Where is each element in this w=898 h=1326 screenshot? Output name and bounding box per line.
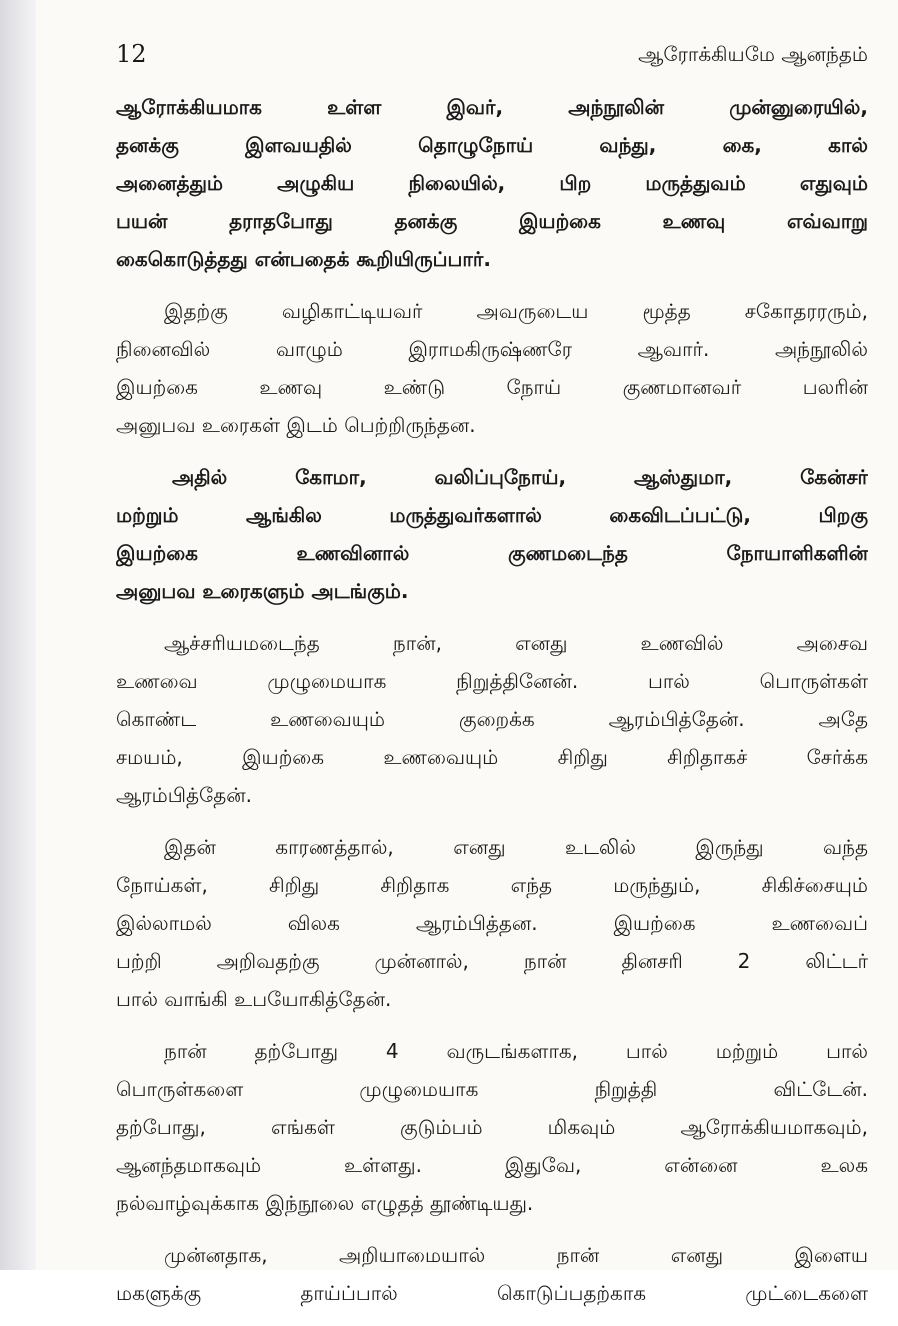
text-line: ஆச்சரியமடைந்த நான், எனது உணவில் அசைவ [164,631,868,655]
text-line: இதற்கு வழிகாட்டியவர் அவருடைய மூத்த சகோதரரரும், [164,299,868,323]
paragraph-5 [116,828,868,1018]
text-line: சமயம், இயற்கை உணவையும் சிறிது சிறிதாகச் சேர்க்க [116,745,868,769]
text-line: இல்லாமல் விலக ஆரம்பித்தன. இயற்கை உணவைப் [116,911,868,935]
text-line: பற்றி அறிவதற்கு முன்னால், நான் தினசரி 2 லிட்டர் [116,949,868,973]
text-line: நோய்கள், சிறிது சிறிதாக எந்த மருந்தும், சிகிச்சையும் [116,873,868,897]
text-line: அனுபவ உரைகள் இடம் பெற்றிருந்தன. [116,413,476,437]
text-line: ஆரோக்கியமாக உள்ள இவர், அந்நூலின் முன்னுரையில், [116,95,868,119]
text-line: பொருள்களை முழுமையாக நிறுத்தி விட்டேன். [116,1077,868,1101]
text-line: பால் வாங்கி உபயோகித்தேன். [116,987,392,1011]
paragraph-6 [116,1032,868,1222]
paragraph-7 [116,1236,868,1312]
paragraph-1 [116,88,868,278]
text-line: அதில் கோமா, வலிப்புநோய், ஆஸ்துமா, கேன்சர் [172,465,868,489]
text-line: நல்வாழ்வுக்காக இந்நூலை எழுதத் தூண்டியது. [116,1191,534,1215]
text-line: முன்னதாக, அறியாமையால் நான் எனது இளைய [164,1243,868,1267]
page-edge-binding [0,0,36,1270]
text-line: ஆனந்தமாகவும் உள்ளது. இதுவே, என்னை உலக [116,1153,868,1177]
text-line: தனக்கு இளவயதில் தொழுநோய் வந்து, கை, கால் [116,133,868,157]
page-header [116,36,868,76]
text-line: இயற்கை உணவு உண்டு நோய் குணமானவர் பலரின் [116,375,868,399]
text-line: அனைத்தும் அழுகிய நிலையில், பிற மருத்துவம் எதுவும் [116,171,868,195]
paragraph-2 [116,292,868,444]
text-line: கொண்ட உணவையும் குறைக்க ஆரம்பித்தேன். அதே [116,707,868,731]
page-number: 12 [116,40,147,68]
text-line: அனுபவ உரைகளும் அடங்கும். [116,579,409,603]
text-line: மற்றும் ஆங்கில மருத்துவர்களால் கைவிடப்பட்டு, பிறகு [116,503,868,527]
paragraph-3 [116,458,868,610]
text-line: நான் தற்போது 4 வருடங்களாக, பால் மற்றும் பால் [164,1039,868,1063]
text-line: உணவை முழுமையாக நிறுத்தினேன். பால் பொருள்கள் [116,669,868,693]
text-line: நினைவில் வாழும் இராமகிருஷ்ணரே ஆவார். அந்நூலில் [116,337,868,361]
text-line: இயற்கை உணவினால் குணமடைந்த நோயாளிகளின் [116,541,868,565]
running-title: ஆரோக்கியமே ஆனந்தம் [638,42,868,66]
text-line: ஆரம்பித்தேன். [116,783,252,807]
text-line: இதன் காரணத்தால், எனது உடலில் இருந்து வந்த [164,835,868,859]
text-line: தற்போது, எங்கள் குடும்பம் மிகவும் ஆரோக்கியமாகவும், [116,1115,868,1139]
text-line: பயன் தராதபோது தனக்கு இயற்கை உணவு எவ்வாறு [116,209,868,233]
text-line: கைகொடுத்தது என்பதைக் கூறியிருப்பார். [116,247,491,271]
text-line: மகளுக்கு தாய்ப்பால் கொடுப்பதற்காக முட்டைகளை [116,1281,868,1305]
paragraph-4 [116,624,868,814]
page-body [116,88,868,1326]
